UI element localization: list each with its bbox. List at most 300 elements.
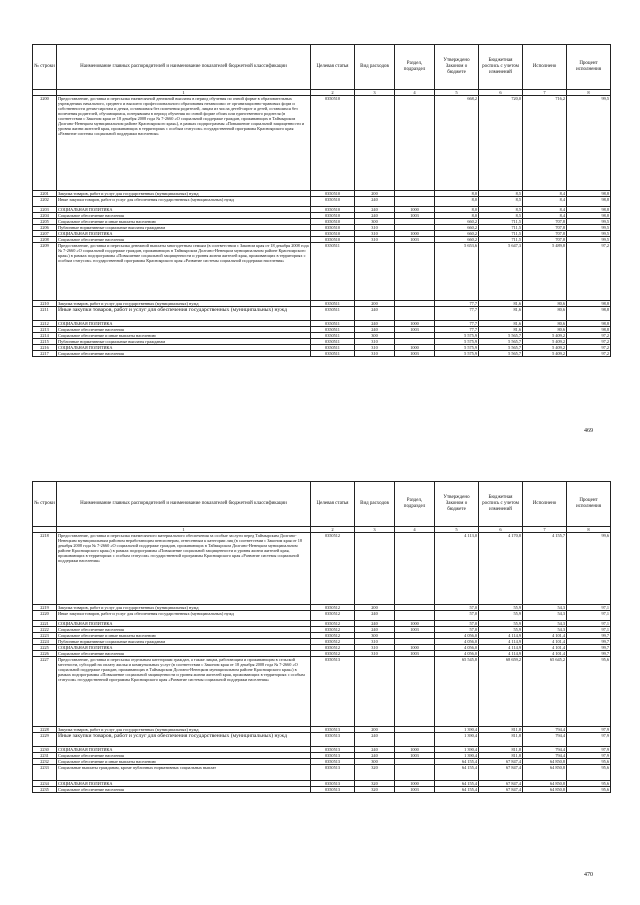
row-budget: 55,9 (479, 611, 523, 621)
row-budget: 81,6 (479, 321, 523, 327)
row-budget: 5 565,7 (479, 345, 523, 351)
row-executed: 64 850,8 (523, 759, 567, 765)
table-row (33, 96, 611, 191)
row-approved: 57,0 (435, 621, 479, 627)
row-kind: 240 (355, 213, 395, 219)
row-approved: 65 545,8 (435, 657, 479, 727)
row-percent: 97,1 (567, 627, 611, 633)
row-kind: 240 (355, 627, 395, 633)
row-budget: 720,0 (479, 96, 523, 191)
row-name: Предоставление, доставка и пересылка денежной выплаты многодетным семьям (в соответствии с Законом края от 18 декабря 2008 года № 7-2660 «О социальной поддержке граждан, проживающих в Таймырском Долгано-Ненецком муниципальном районе Красноярского края») в рамках подпрограммы «Повышение социальной защищенности и уровня жизни жителей края, проживающих в территориях с особым статусом» государственной программы Красноярского края «Развитие системы социальной поддержки населения» (57, 243, 311, 301)
row-kind: 300 (355, 219, 395, 225)
row-target: 0350511 (311, 243, 355, 301)
row-approved: 1 390,4 (435, 733, 479, 747)
row-budget: 67 847,4 (479, 765, 523, 781)
row-name: Социальное обеспечение и иные выплаты населению (57, 333, 311, 339)
row-kind: 240 (355, 747, 395, 753)
row-approved: 77,7 (435, 307, 479, 321)
row-budget: 67 847,4 (479, 781, 523, 787)
row-kind: 300 (355, 633, 395, 639)
row-percent: 99,7 (567, 639, 611, 645)
row-approved: 8,0 (435, 197, 479, 207)
row-target: 0350512 (311, 627, 355, 633)
row-executed: 65 645,2 (523, 657, 567, 727)
row-budget: 5 565,7 (479, 333, 523, 339)
row-kind: 200 (355, 301, 395, 307)
row-percent: 98,8 (567, 197, 611, 207)
row-executed: 8,4 (523, 207, 567, 213)
row-approved: 64 155,4 (435, 765, 479, 781)
row-executed: 4 101,4 (523, 639, 567, 645)
row-kind (355, 657, 395, 727)
row-name: Социальное обеспечение населения (57, 787, 311, 793)
row-executed: 707,8 (523, 237, 567, 243)
row-percent: 95,6 (567, 787, 611, 793)
row-section: 1003 (395, 753, 435, 759)
row-approved: 660,2 (435, 219, 479, 225)
row-executed: 4 101,4 (523, 633, 567, 639)
row-approved: 660,2 (435, 231, 479, 237)
row-budget: 711,5 (479, 231, 523, 237)
row-percent: 99,7 (567, 645, 611, 651)
row-section (395, 611, 435, 621)
table-header-row (33, 45, 611, 90)
row-percent: 98,8 (567, 327, 611, 333)
row-percent: 97,9 (567, 727, 611, 733)
table-row (33, 307, 611, 321)
row-approved: 5 575,9 (435, 345, 479, 351)
row-target: 0350511 (311, 301, 355, 307)
row-section: 1003 (395, 787, 435, 793)
table-row (33, 657, 611, 727)
row-code: 2203 (33, 207, 57, 213)
row-section: 1000 (395, 621, 435, 627)
row-budget: 811,8 (479, 727, 523, 733)
row-kind: 240 (355, 207, 395, 213)
row-executed: 5 409,2 (523, 345, 567, 351)
row-name: Иные закупки товаров, работ и услуг для обеспечения государственных (муниципальных) нужд (57, 197, 311, 207)
row-name: Социальное обеспечение населения (57, 351, 311, 357)
row-approved: 1 390,4 (435, 727, 479, 733)
row-section (395, 96, 435, 191)
row-budget: 4 114,9 (479, 651, 523, 657)
col-number: 8 (567, 527, 611, 533)
row-code: 2201 (33, 191, 57, 197)
row-section: 1003 (395, 327, 435, 333)
row-name: Социальное обеспечение населения (57, 627, 311, 633)
row-name: Социальное обеспечение населения (57, 753, 311, 759)
row-name: Закупка товаров, работ и услуг для государственных (муниципальных) нужд (57, 301, 311, 307)
row-percent: 99,7 (567, 633, 611, 639)
row-kind: 240 (355, 327, 395, 333)
row-name: СОЦИАЛЬНАЯ ПОЛИТИКА (57, 621, 311, 627)
row-target: 0350512 (311, 605, 355, 611)
row-target: 0350510 (311, 213, 355, 219)
row-code: 2228 (33, 727, 57, 733)
row-executed: 8,4 (523, 213, 567, 219)
table-row (33, 243, 611, 301)
row-name: Социальное обеспечение населения (57, 213, 311, 219)
row-budget: 811,8 (479, 733, 523, 747)
row-name: Предоставление, доставка и пересылка ежемесячного материального обеспечения за особые заслуги перед Таймырским Долгано-Ненецким муниципальным районом неработающим пенсионерам, отнесенным к категории лиц (в соответствии с Законом края от 18 декабря 2008 года № 7-2660 «О социальной поддержке граждан, проживающих в Таймырском Долгано-Ненецком муниципальном районе Красноярского края») в рамках подпрограммы «Повышение социальной защищенности и уровня жизни жителей края, проживающих в территориях с особым статусом» государственной программы Красноярского края «Развитие системы социальной поддержки населения» (57, 533, 311, 605)
row-target: 0350512 (311, 645, 355, 651)
row-name: Публичные нормативные социальные выплаты гражданам (57, 339, 311, 345)
row-section (395, 733, 435, 747)
row-kind: 240 (355, 611, 395, 621)
row-executed: 5 409,2 (523, 351, 567, 357)
row-percent: 95,6 (567, 781, 611, 787)
row-name: Предоставление, доставка и пересылка отдельным категориям граждан, а также лицам, работающим и проживающим в сельской местности, субсидий на оплату жилья и коммунальных услуг (в соответствии с Законом края от 18 декабря 2008 года № 7-2660 «О социальной поддержке граждан, проживающих в Таймырском Долгано-Ненецком муниципальном районе Красноярского края») в рамках подпрограммы «Повышение социальной защищенности и уровня жизни жителей края, проживающих в территориях с особым статусом» государственной программы Красноярского края «Развитие системы социальной поддержки населения» (57, 657, 311, 727)
row-executed: 707,8 (523, 225, 567, 231)
row-name: Закупка товаров, работ и услуг для государственных (муниципальных) нужд (57, 191, 311, 197)
row-executed: 54,3 (523, 611, 567, 621)
row-executed: 5 409,2 (523, 339, 567, 345)
row-percent: 98,8 (567, 191, 611, 197)
row-percent: 98,8 (567, 213, 611, 219)
row-approved: 4 056,0 (435, 645, 479, 651)
row-code: 2230 (33, 747, 57, 753)
row-budget: 67 847,4 (479, 787, 523, 793)
row-percent: 99,5 (567, 231, 611, 237)
row-code: 2226 (33, 651, 57, 657)
row-approved: 660,2 (435, 237, 479, 243)
row-section (395, 765, 435, 781)
col-number: 5 (435, 527, 479, 533)
row-executed: 80,6 (523, 321, 567, 327)
row-name: Социальное обеспечение населения (57, 237, 311, 243)
row-budget: 55,9 (479, 621, 523, 627)
row-kind: 200 (355, 727, 395, 733)
row-approved: 77,7 (435, 321, 479, 327)
row-name: Закупка товаров, работ и услуг для государственных (муниципальных) нужд (57, 727, 311, 733)
row-section: 1000 (395, 321, 435, 327)
row-kind (355, 96, 395, 191)
row-kind: 320 (355, 787, 395, 793)
row-name: Социальное обеспечение населения (57, 651, 311, 657)
row-percent: 98,8 (567, 207, 611, 213)
row-code: 2206 (33, 225, 57, 231)
row-approved: 8,0 (435, 207, 479, 213)
header-executed: Исполнено (523, 482, 567, 527)
row-kind: 310 (355, 651, 395, 657)
row-kind: 240 (355, 321, 395, 327)
row-budget: 8,5 (479, 213, 523, 219)
row-executed: 8,4 (523, 197, 567, 207)
row-kind: 310 (355, 231, 395, 237)
row-approved: 64 155,4 (435, 781, 479, 787)
row-approved: 5 653,6 (435, 243, 479, 301)
row-approved: 64 155,4 (435, 787, 479, 793)
row-approved: 8,0 (435, 191, 479, 197)
row-target: 0350512 (311, 639, 355, 645)
row-percent: 97,2 (567, 243, 611, 301)
row-percent: 97,2 (567, 333, 611, 339)
row-target: 0350511 (311, 351, 355, 357)
table-row (33, 765, 611, 781)
row-budget: 8,5 (479, 197, 523, 207)
row-approved: 5 575,9 (435, 351, 479, 357)
col-number: 2 (311, 527, 355, 533)
row-section (395, 657, 435, 727)
row-target: 0350511 (311, 321, 355, 327)
row-name: СОЦИАЛЬНАЯ ПОЛИТИКА (57, 645, 311, 651)
row-budget: 55,9 (479, 605, 523, 611)
row-percent: 98,8 (567, 321, 611, 327)
row-budget: 81,6 (479, 327, 523, 333)
col-number: 6 (479, 527, 523, 533)
header-target: Целевая статья (311, 482, 355, 527)
row-target: 0350513 (311, 753, 355, 759)
row-kind: 320 (355, 765, 395, 781)
row-kind: 310 (355, 237, 395, 243)
row-name: СОЦИАЛЬНАЯ ПОЛИТИКА (57, 747, 311, 753)
row-executed: 64 850,8 (523, 781, 567, 787)
row-name: Социальные выплаты гражданам, кроме публичных нормативных социальных выплат (57, 765, 311, 781)
row-section: 1000 (395, 345, 435, 351)
row-target: 0350513 (311, 727, 355, 733)
row-percent: 99,7 (567, 651, 611, 657)
row-executed: 64 850,8 (523, 765, 567, 781)
header-target: Целевая статья (311, 45, 355, 90)
row-budget: 811,8 (479, 753, 523, 759)
row-target: 0350513 (311, 765, 355, 781)
row-approved: 4 056,0 (435, 633, 479, 639)
row-kind (355, 243, 395, 301)
col-number: 3 (355, 90, 395, 96)
row-target: 0350513 (311, 781, 355, 787)
row-target: 0350511 (311, 307, 355, 321)
row-executed: 8,4 (523, 191, 567, 197)
row-target: 0350511 (311, 339, 355, 345)
row-name: СОЦИАЛЬНАЯ ПОЛИТИКА (57, 231, 311, 237)
row-kind: 200 (355, 191, 395, 197)
header-section: Раздел, подраздел (395, 482, 435, 527)
row-section: 1000 (395, 231, 435, 237)
header-kind: Вид расходов (355, 45, 395, 90)
row-budget: 4 170,8 (479, 533, 523, 605)
row-code: 2225 (33, 645, 57, 651)
row-section: 1003 (395, 627, 435, 633)
row-approved: 1 390,4 (435, 753, 479, 759)
row-kind: 310 (355, 339, 395, 345)
row-section: 1000 (395, 747, 435, 753)
row-percent: 95,6 (567, 765, 611, 781)
row-percent: 99,5 (567, 237, 611, 243)
row-name: Социальное обеспечение и иные выплаты населению (57, 219, 311, 225)
header-budget: Бюджетная роспись с учетом изменений (479, 482, 523, 527)
row-approved: 660,2 (435, 225, 479, 231)
row-budget: 8,5 (479, 191, 523, 197)
row-name: Предоставление, доставка и пересылка ежемесячной денежной выплаты в период обучения по очной форме в образовательных учреждениях начального, среднего и высшего профессионального образования независимо от организационно-правовых форм и собственности детям-сиротам и детям, оставшимся без попечения родителей, лицам из числа детей-сирот и детей, оставшихся без попечения родителей, обучающимся, потерявшим в период обучения по очной форме обоих или единственного родителя (в соответствии с Законом края от 18 декабря 2008 года № 7-2660 «О социальной поддержке граждан, проживающих в Таймырском Долгано-Ненецком муниципальном районе Красноярского края»), в рамках подпрограммы «Повышение социальной защищенности и уровня жизни жителей края, проживающих в территориях с особым статусом» государственной программы Красноярского края «Развитие системы социальной поддержки населения» (57, 96, 311, 191)
row-percent: 97,1 (567, 605, 611, 611)
table-row (33, 733, 611, 747)
row-target: 0350510 (311, 96, 355, 191)
row-kind: 310 (355, 345, 395, 351)
row-target: 0350513 (311, 733, 355, 747)
row-kind (355, 533, 395, 605)
row-target: 0350511 (311, 327, 355, 333)
row-approved: 4 113,0 (435, 533, 479, 605)
row-section (395, 243, 435, 301)
row-budget: 5 647,3 (479, 243, 523, 301)
row-name: СОЦИАЛЬНАЯ ПОЛИТИКА (57, 781, 311, 787)
row-budget: 711,5 (479, 225, 523, 231)
header-percent: Процент исполнения (567, 482, 611, 527)
row-code: 2219 (33, 605, 57, 611)
row-budget: 711,5 (479, 219, 523, 225)
row-approved: 77,7 (435, 301, 479, 307)
row-executed: 5 489,8 (523, 243, 567, 301)
row-executed: 80,6 (523, 301, 567, 307)
row-code: 2217 (33, 351, 57, 357)
row-name: Иные закупки товаров, работ и услуг для обеспечения государственных (муниципальных) нужд (57, 733, 311, 747)
row-code: 2232 (33, 759, 57, 765)
row-code: 2235 (33, 787, 57, 793)
page-number: 469 (584, 428, 593, 434)
col-number: 2 (311, 90, 355, 96)
row-target: 0350513 (311, 747, 355, 753)
row-name: Социальное обеспечение населения (57, 327, 311, 333)
table-body (33, 96, 611, 357)
row-code: 2215 (33, 339, 57, 345)
row-section: 1003 (395, 237, 435, 243)
row-percent: 95,6 (567, 759, 611, 765)
row-kind: 310 (355, 645, 395, 651)
page-number: 470 (584, 872, 593, 878)
header-approved: Утверждено Законом о бюджете (435, 45, 479, 90)
header-executed: Исполнено (523, 45, 567, 90)
row-target: 0350513 (311, 759, 355, 765)
row-kind: 300 (355, 333, 395, 339)
row-percent: 99,5 (567, 219, 611, 225)
row-target: 0350511 (311, 345, 355, 351)
row-target: 0350510 (311, 197, 355, 207)
row-code: 2205 (33, 219, 57, 225)
row-target: 0350512 (311, 633, 355, 639)
row-budget: 711,5 (479, 237, 523, 243)
row-name: Публичные нормативные социальные выплаты гражданам (57, 225, 311, 231)
row-percent: 97,2 (567, 345, 611, 351)
row-percent: 97,9 (567, 733, 611, 747)
row-code: 2213 (33, 327, 57, 333)
row-executed: 794,4 (523, 753, 567, 759)
row-target: 0350510 (311, 219, 355, 225)
row-percent: 97,2 (567, 339, 611, 345)
row-budget: 55,9 (479, 627, 523, 633)
row-name: СОЦИАЛЬНАЯ ПОЛИТИКА (57, 345, 311, 351)
row-percent: 99,5 (567, 225, 611, 231)
row-kind: 310 (355, 351, 395, 357)
table-row (33, 533, 611, 605)
row-executed: 4 101,4 (523, 645, 567, 651)
row-percent: 97,9 (567, 753, 611, 759)
row-kind: 310 (355, 639, 395, 645)
row-code: 2207 (33, 231, 57, 237)
row-code: 2229 (33, 733, 57, 747)
row-kind: 240 (355, 307, 395, 321)
row-target: 0350512 (311, 611, 355, 621)
row-target: 0350510 (311, 237, 355, 243)
row-executed: 707,8 (523, 219, 567, 225)
row-code: 2218 (33, 533, 57, 605)
row-code: 2233 (33, 765, 57, 781)
table-body (33, 533, 611, 793)
table-row (33, 787, 611, 793)
row-budget: 5 565,7 (479, 351, 523, 357)
header-name: Наименование главных распорядителей и наименование показателей бюджетной классификации (57, 482, 311, 527)
row-approved: 4 056,0 (435, 639, 479, 645)
row-kind: 240 (355, 753, 395, 759)
row-kind: 240 (355, 621, 395, 627)
row-approved: 77,7 (435, 327, 479, 333)
header-code: № строки (33, 482, 57, 527)
header-section: Раздел, подраздел (395, 45, 435, 90)
row-name: Закупка товаров, работ и услуг для государственных (муниципальных) нужд (57, 605, 311, 611)
row-executed: 4 101,4 (523, 651, 567, 657)
row-code: 2222 (33, 627, 57, 633)
row-percent: 97,2 (567, 351, 611, 357)
row-kind: 300 (355, 759, 395, 765)
row-target: 0350510 (311, 207, 355, 213)
row-section (395, 533, 435, 605)
row-target: 0350512 (311, 621, 355, 627)
row-code: 2208 (33, 237, 57, 243)
row-executed: 54,3 (523, 627, 567, 633)
budget-table-page-470 (32, 481, 611, 793)
row-executed: 80,6 (523, 327, 567, 333)
row-approved: 57,0 (435, 605, 479, 611)
col-number: 1 (57, 90, 311, 96)
row-section: 1003 (395, 651, 435, 657)
col-number: 3 (355, 527, 395, 533)
row-percent: 97,1 (567, 621, 611, 627)
row-budget: 8,5 (479, 207, 523, 213)
row-code: 2234 (33, 781, 57, 787)
row-executed: 794,4 (523, 727, 567, 733)
row-executed: 54,3 (523, 605, 567, 611)
row-name: СОЦИАЛЬНАЯ ПОЛИТИКА (57, 207, 311, 213)
row-budget: 81,6 (479, 307, 523, 321)
row-section (395, 307, 435, 321)
header-percent: Процент исполнения (567, 45, 611, 90)
row-target: 0350513 (311, 787, 355, 793)
row-name: Публичные нормативные социальные выплаты гражданам (57, 639, 311, 645)
row-section (395, 197, 435, 207)
row-executed: 54,3 (523, 621, 567, 627)
row-percent: 97,9 (567, 747, 611, 753)
row-executed: 5 409,2 (523, 333, 567, 339)
row-section: 1003 (395, 213, 435, 219)
row-target: 0350510 (311, 191, 355, 197)
col-number: 7 (523, 527, 567, 533)
row-budget: 4 114,9 (479, 645, 523, 651)
row-approved: 5 575,9 (435, 333, 479, 339)
row-budget: 4 114,9 (479, 639, 523, 645)
row-code: 2214 (33, 333, 57, 339)
row-budget: 5 565,7 (479, 339, 523, 345)
row-name: Социальное обеспечение и иные выплаты населению (57, 759, 311, 765)
row-executed: 794,4 (523, 733, 567, 747)
table-row (33, 197, 611, 207)
row-name: Иные закупки товаров, работ и услуг для обеспечения государственных (муниципальных) нужд (57, 307, 311, 321)
row-kind: 240 (355, 733, 395, 747)
row-target: 0350512 (311, 651, 355, 657)
col-number: 7 (523, 90, 567, 96)
row-budget: 67 847,4 (479, 759, 523, 765)
row-section: 1000 (395, 207, 435, 213)
row-executed: 707,8 (523, 231, 567, 237)
row-percent: 98,8 (567, 301, 611, 307)
